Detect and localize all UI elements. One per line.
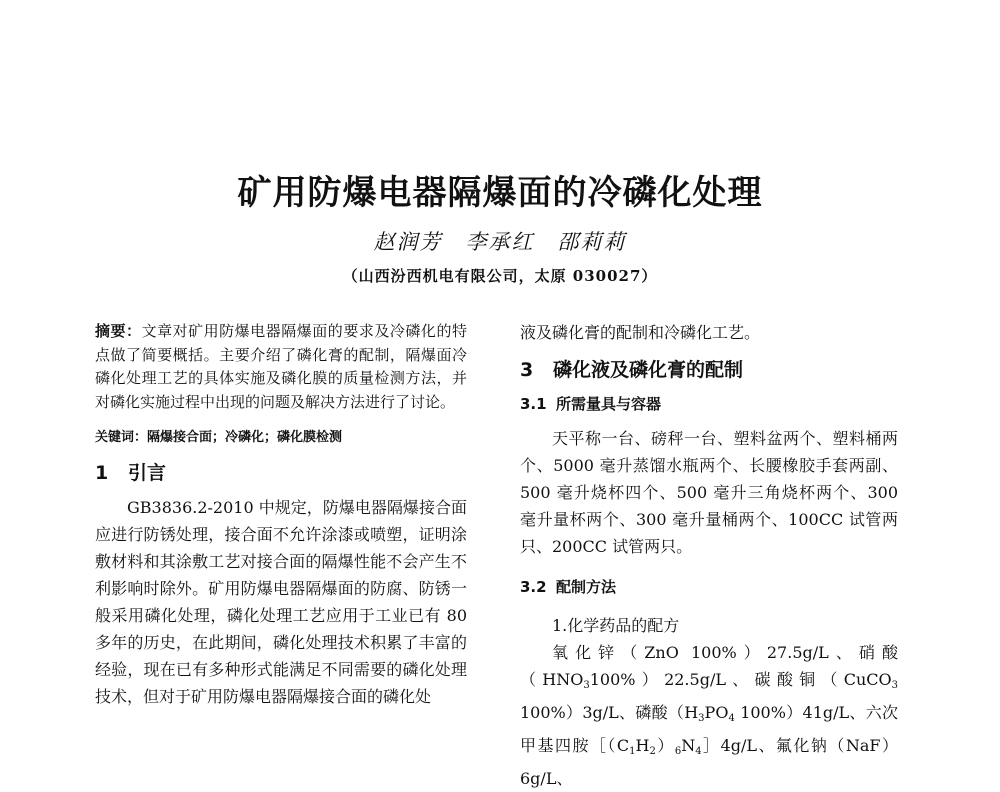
section-3-1-paragraph: 天平称一台、磅秤一台、塑料盆两个、塑料桶两个、5000 毫升蒸馏水瓶两个、长腰橡胶手套两副、500 毫升烧杯四个、500 毫升三角烧杯两个、300 毫升量杯两个、300 毫升量桶两个、100CC 试管两只、200CC 试管两只。	[520, 429, 898, 556]
section-3-heading	[520, 357, 898, 383]
formula-subscript: 3	[698, 713, 705, 724]
section-3-1-number: 3.1	[520, 395, 547, 413]
continued-text: 液及磷化膏的配制和冷磷化工艺。	[520, 323, 761, 342]
authors: 赵润芳 李承红 邵莉莉	[373, 230, 627, 254]
section-3-2-title: 配制方法	[556, 578, 617, 596]
formula-paragraph	[520, 639, 898, 792]
formula-part: 100%）22.5g/L、碳酸铜（CuCO	[589, 670, 892, 689]
formula-subscript: 3	[891, 680, 898, 691]
section-1-heading	[95, 460, 467, 486]
formula-subscript: 4	[695, 746, 702, 757]
formula-part: 氧化锌（ZnO 100%）27.5g/L、硝酸（HNO	[520, 643, 898, 689]
abstract-label: 摘要：	[95, 322, 142, 340]
formula-heading: 1.化学药品的配方	[552, 616, 680, 635]
formula-subscript: 3	[583, 680, 590, 691]
formula-part: 100%）41g/L、六次甲基四胺［（C	[520, 703, 898, 755]
formula-subscript: 6	[674, 746, 682, 757]
formula-part: H	[635, 736, 650, 755]
section-3-2-number: 3.2	[520, 578, 547, 596]
section-3-1-title: 所需量具与容器	[556, 395, 662, 413]
abstract	[95, 320, 467, 414]
left-column	[95, 320, 467, 710]
section-1-number: 1	[95, 462, 109, 484]
formula-subscript: 4	[728, 713, 735, 724]
formula-part: ）	[655, 736, 675, 755]
right-column	[520, 320, 898, 792]
formula-part: N	[681, 736, 696, 755]
formula-part: 100%）3g/L、磷酸（H	[520, 703, 699, 722]
abstract-text: 文章对矿用防爆电器隔爆面的要求及冷磷化的特点做了简要概括。主要介绍了磷化膏的配制，隔爆面冷磷化处理工艺的具体实施及磷化膜的质量检测方法，并对磷化实施过程中出现的问题及解决方法进行了讨论。	[95, 322, 467, 411]
keywords	[95, 428, 467, 448]
keywords-label: 关键词：	[95, 430, 148, 445]
paper-title: 矿用防爆电器隔爆面的冷磷化处理	[237, 173, 763, 213]
formula-part: PO	[704, 703, 729, 722]
formula-subscript: 2	[649, 746, 656, 757]
section-3-1-heading	[520, 393, 898, 415]
section-3-number: 3	[520, 359, 534, 381]
formula-part: ］4g/L、氟化钠（NaF）6g/L、	[520, 736, 898, 788]
keywords-text: 隔爆接合面；冷磷化；磷化膜检测	[147, 430, 343, 445]
section-3-2-heading	[520, 576, 898, 598]
affiliation: （山西汾西机电有限公司，太原 030027）	[342, 267, 658, 285]
section-3-title: 磷化液及磷化膏的配制	[553, 359, 744, 381]
formula-subscript: 1	[629, 746, 636, 757]
section-1-title: 引言	[128, 462, 167, 484]
section-1-paragraph: GB3836.2-2010 中规定，防爆电器隔爆接合面应进行防锈处理，接合面不允许涂漆或喷塑，证明涂敷材料和其涂敷工艺对接合面的隔爆性能不会产生不利影响时除外。矿用防爆电器隔爆面的防腐、防锈一般采用磷化处理，磷化处理工艺应用于工业已有 80 多年的历史，在此期间，磷化处理技术积累了丰富的经验，现在已有多种形式能满足不同需要的磷化处理技术，但对于矿用防爆电器隔爆接合面的磷化处	[95, 498, 467, 706]
